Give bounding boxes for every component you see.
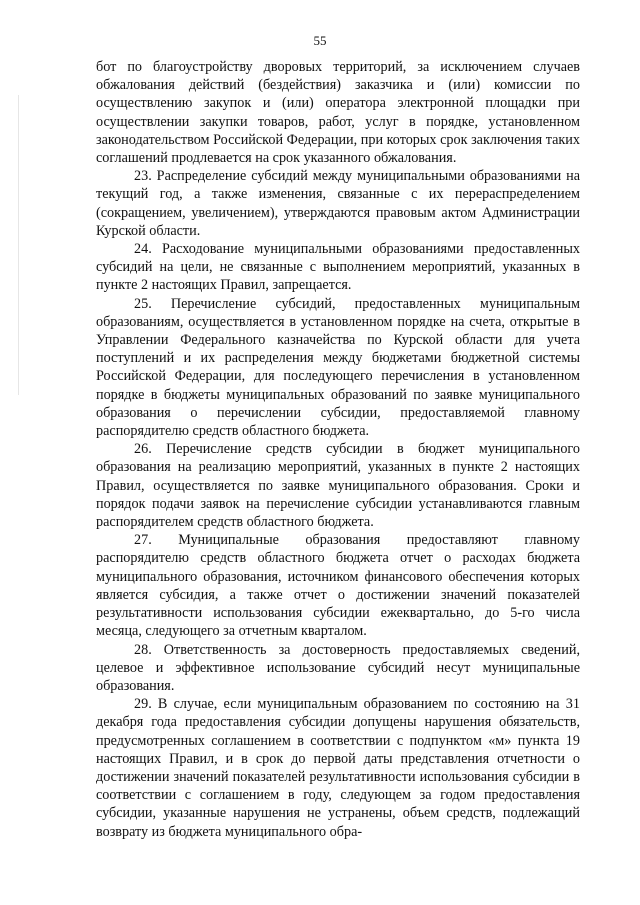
- paragraph-26: 26. Перечисление средств субсидии в бюджет муниципального образования на реализацию мероприятий, указанных в пункте 2 настоящих Правил, осуществляется по заявке муниципального образования. Сроки и порядок подачи заявок на перечисление субсидии устанавливаются главным распорядителем средств областного бюджета.: [96, 441, 580, 531]
- paragraph-29: 29. В случае, если муниципальным образованием по состоянию на 31 декабря года предоставления субсидии допущены нарушения обязательств, предусмотренных соглашением в соответствии с подпунктом «м» пункта 19 настоящих Правил, и в срок до первой даты представления отчетности о достижении значений показателей результативности использования субсидии в соответствии с соглашением в году, следующем за годом предоставления субсидии, указанные нарушения не устранены, объем средств, подлежащий возврату из бюджета муниципального обра-: [96, 696, 580, 840]
- paragraph-24: 24. Расходование муниципальными образованиями предоставленных субсидий на цели, не связанные с выполнением мероприятий, указанных в пункте 2 настоящих Правил, запрещается.: [96, 241, 580, 294]
- paragraph-27: 27. Муниципальные образования предоставляют главному распорядителю средств областного бюджета отчет о расходах бюджета муниципального образования, источником финансового обеспечения которых является субсидия, а также отчет о достижении значений показателей результативности использования субсидии ежеквартально, до 5-го числа месяца, следующего за отчетным кварталом.: [96, 532, 580, 640]
- paragraph-continuation: бот по благоустройству дворовых территорий, за исключением случаев обжалования действий (бездействия) заказчика и (или) комиссии по осуществлению закупок и (или) оператора электронной площадки при осуществлении закупки товаров, работ, услуг в порядке, установленном законодательством Российской Федерации, при которых срок заключения таких соглашений продлевается на срок указанного обжалования.: [96, 59, 580, 167]
- page-number: 55: [313, 33, 327, 48]
- scan-artifact-line: [18, 95, 19, 395]
- document-body: [96, 58, 580, 841]
- paragraph-25: 25. Перечисление субсидий, предоставленных муниципальным образованиям, осуществляется в установленном порядке на счета, открытые в Управлении Федерального казначейства по Курской области для учета поступлений и их распределения между бюджетами бюджетной системы Российской Федерации, для последующего перечисления в установленном порядке в бюджеты муниципальных образований по заявке муниципального образования о перечислении субсидии, предоставляемой главному распорядителю средств областного бюджета.: [96, 295, 580, 440]
- paragraph-23: 23. Распределение субсидий между муниципальными образованиями на текущий год, а также изменения, связанные с их перераспределением (сокращением, увеличением), утверждаются правовым актом Администрации Курской области.: [96, 168, 580, 239]
- paragraph-28: 28. Ответственность за достоверность предоставляемых сведений, целевое и эффективное использование субсидий несут муниципальные образования.: [96, 641, 580, 694]
